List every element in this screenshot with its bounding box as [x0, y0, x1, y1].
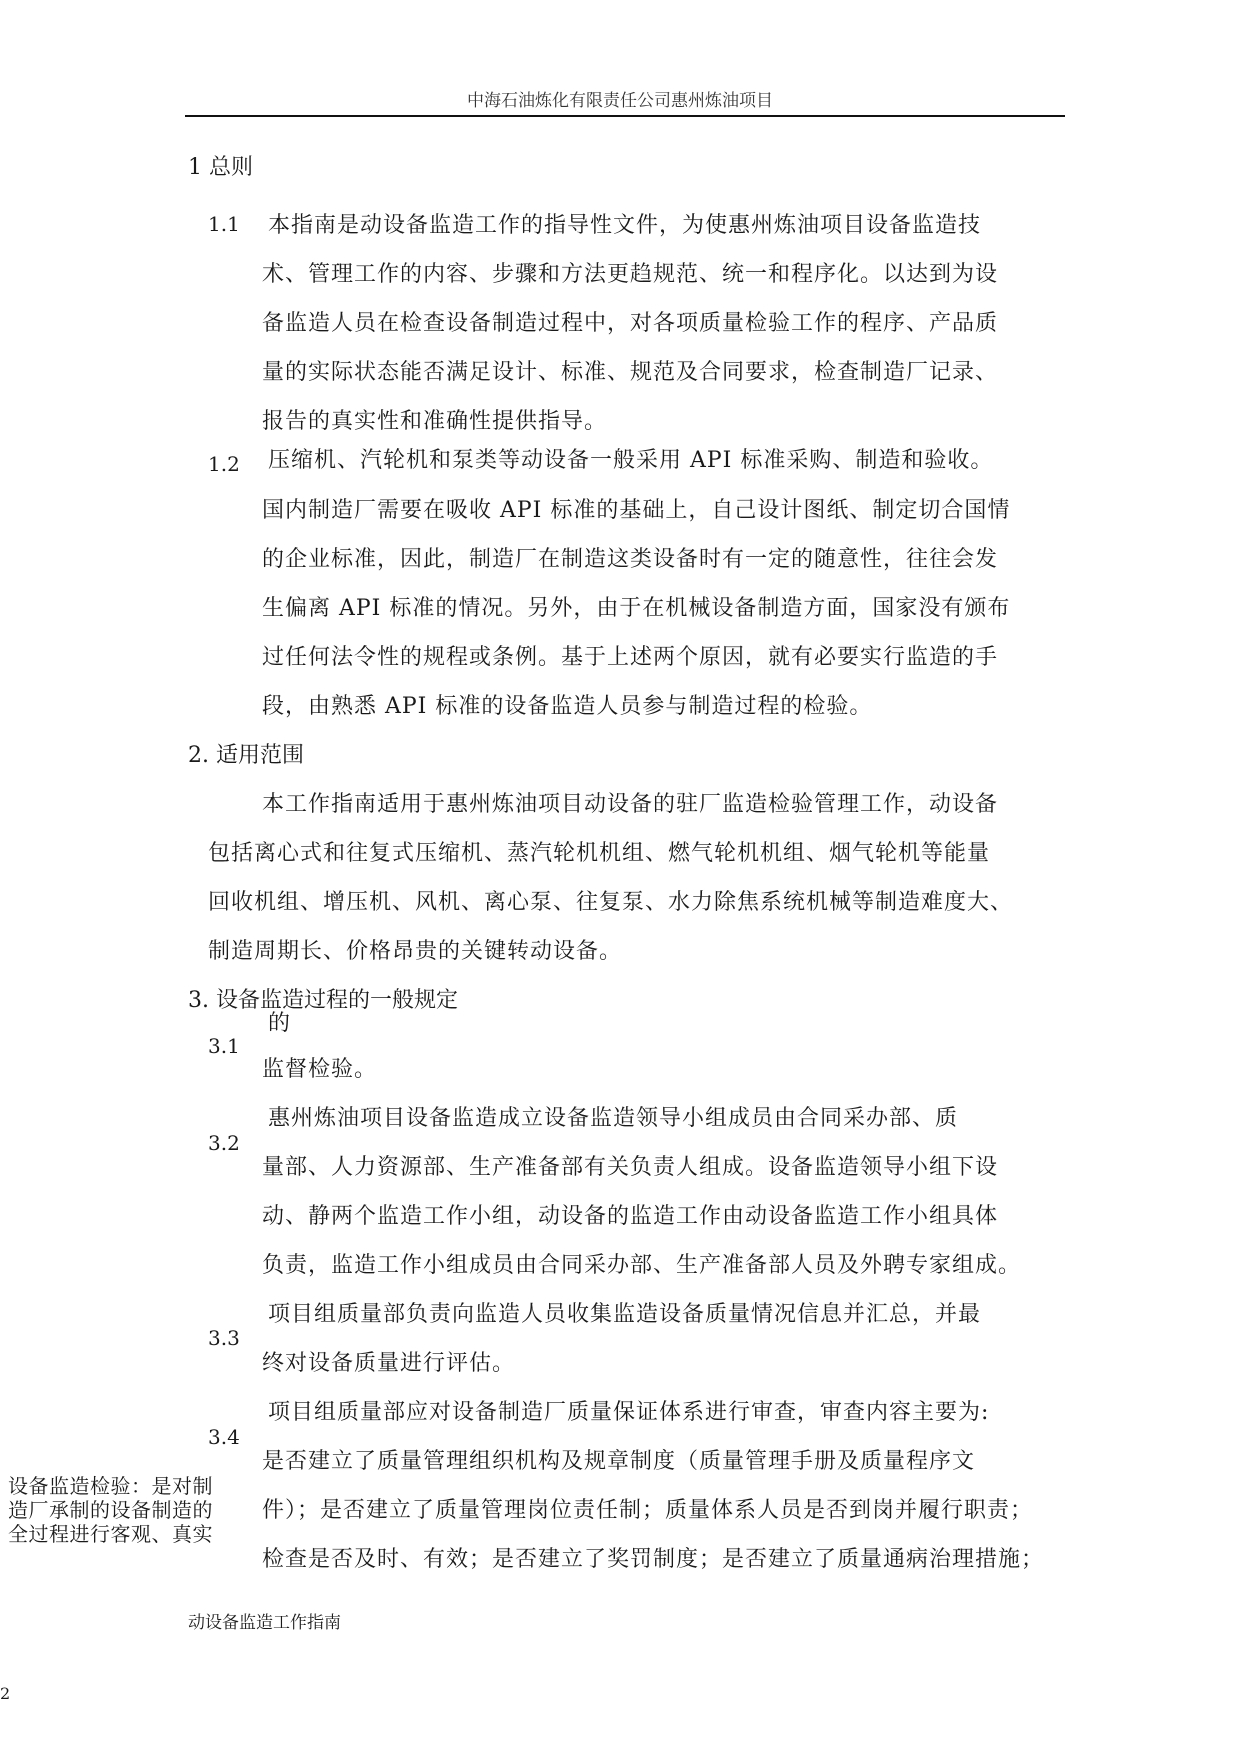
clause-1-2-number: 1.2	[208, 452, 240, 476]
clause-3-2-line: 惠州炼油项目设备监造成立设备监造领导小组成员由合同采办部、质	[268, 1106, 959, 1131]
clause-3-3-number: 3.3	[208, 1326, 240, 1350]
clause-3-4-line: 检查是否及时、有效；是否建立了奖罚制度；是否建立了质量通病治理措施；	[262, 1547, 1045, 1572]
clause-1-2-line: 国内制造厂需要在吸收 API 标准的基础上，自己设计图纸、制定切合国情	[262, 498, 1011, 523]
section-3-title: 3. 设备监造过程的一般规定	[188, 988, 458, 1013]
clause-1-1-line: 报告的真实性和准确性提供指导。	[262, 409, 608, 434]
section-2-line: 本工作指南适用于惠州炼油项目动设备的驻厂监造检验管理工作，动设备	[262, 792, 999, 817]
section-2-title: 2. 适用范围	[188, 743, 304, 768]
clause-1-1-line: 术、管理工作的内容、步骤和方法更趋规范、统一和程序化。以达到为设	[262, 262, 999, 287]
side-note-line: 造厂承制的设备制造的	[8, 1498, 213, 1522]
clause-3-4-number: 3.4	[208, 1425, 240, 1449]
clause-3-3-line: 终对设备质量进行评估。	[262, 1351, 516, 1376]
clause-3-2-line: 量部、人力资源部、生产准备部有关负责人组成。设备监造领导小组下设	[262, 1155, 999, 1180]
clause-3-3-line: 项目组质量部负责向监造人员收集监造设备质量情况信息并汇总，并最	[268, 1302, 982, 1327]
clause-3-1-line: 的	[268, 1011, 292, 1036]
clause-3-2-line: 负责，监造工作小组成员由合同采办部、生产准备部人员及外聘专家组成。	[262, 1253, 1022, 1278]
clause-1-2-line: 过任何法令性的规程或条例。基于上述两个原因，就有必要实行监造的手	[262, 645, 999, 670]
clause-3-4-line: 件）；是否建立了质量管理岗位责任制；质量体系人员是否到岗并履行职责；	[262, 1498, 1034, 1523]
side-note-line: 设备监造检验：是对制	[8, 1474, 213, 1498]
page-number: 2	[0, 1684, 11, 1703]
clause-1-1-line: 量的实际状态能否满足设计、标准、规范及合同要求，检查制造厂记录、	[262, 360, 999, 385]
section-1-title: 1 总则	[188, 155, 253, 180]
clause-3-1-line: 监督检验。	[262, 1057, 378, 1082]
clause-1-2-line: 段，由熟悉 API 标准的设备监造人员参与制造过程的检验。	[262, 694, 873, 719]
header-rule	[185, 115, 1065, 117]
section-2-line: 制造周期长、价格昂贵的关键转动设备。	[208, 939, 623, 964]
clause-1-1-line: 备监造人员在检查设备制造过程中，对各项质量检验工作的程序、产品质	[262, 311, 999, 336]
clause-3-1-number: 3.1	[208, 1034, 240, 1058]
footer-doc-title: 动设备监造工作指南	[188, 1613, 341, 1633]
clause-3-4-line: 项目组质量部应对设备制造厂质量保证体系进行审查，审查内容主要为:	[268, 1400, 990, 1425]
clause-1-2-line: 生偏离 API 标准的情况。另外，由于在机械设备制造方面，国家没有颁布	[262, 596, 1011, 621]
clause-1-1-number: 1.1	[208, 212, 240, 236]
clause-1-2-line: 的企业标准，因此，制造厂在制造这类设备时有一定的随意性，往往会发	[262, 547, 999, 572]
clause-3-2-number: 3.2	[208, 1131, 240, 1155]
section-2-line: 回收机组、增压机、风机、离心泵、往复泵、水力除焦系统机械等制造难度大、	[208, 890, 1014, 915]
page-header-title: 中海石油炼化有限责任公司惠州炼油项目	[467, 91, 773, 111]
clause-1-1-line: 本指南是动设备监造工作的指导性文件，为使惠州炼油项目设备监造技	[268, 213, 982, 238]
clause-3-4-line: 是否建立了质量管理组织机构及规章制度（质量管理手册及质量程序文	[262, 1449, 976, 1474]
clause-1-2-line: 压缩机、汽轮机和泵类等动设备一般采用 API 标准采购、制造和验收。	[268, 448, 994, 473]
side-note-line: 全过程进行客观、真实	[8, 1522, 213, 1546]
clause-3-2-line: 动、静两个监造工作小组，动设备的监造工作由动设备监造工作小组具体	[262, 1204, 999, 1229]
section-2-line: 包括离心式和往复式压缩机、蒸汽轮机机组、燃气轮机机组、烟气轮机等能量	[208, 841, 991, 866]
